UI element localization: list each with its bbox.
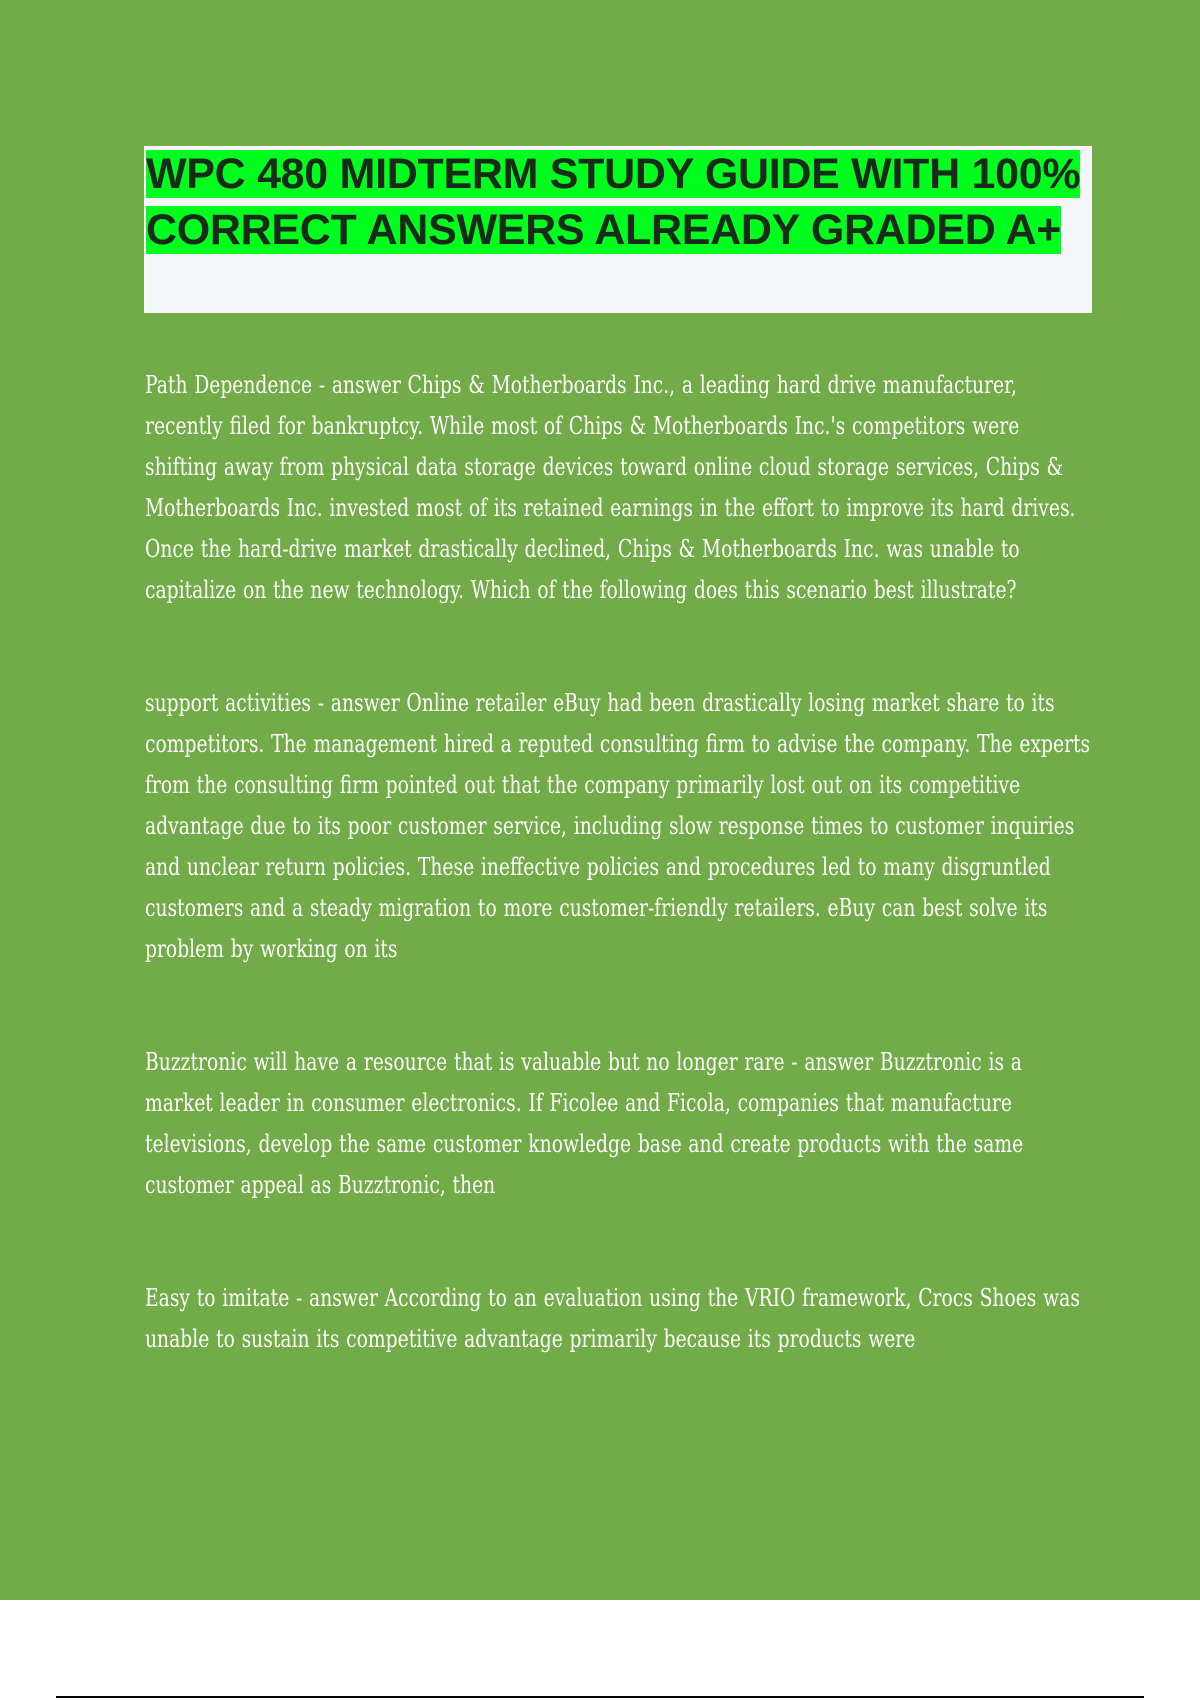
footer-rule [56,1696,1144,1698]
study-entry-easy-to-imitate: Easy to imitate - answer According to an evaluation using the VRIO framework, Crocs Shoes was unable to sustain its competitive advantage primarily because its products were [145,1284,1080,1353]
study-entries [145,365,1091,1432]
study-entry-path-dependence: Path Dependence - answer Chips & Motherboards Inc., a leading hard drive manufacturer, recently filed for bankruptcy. While most of Chips & Motherboards Inc.'s competitors were shifting away from physical data storage devices toward online cloud storage services, Chips & Motherboards Inc. invested most of its retained earnings in the effort to improve its hard drives. Once the hard-drive market drastically declined, Chips & Motherboards Inc. was unable to capitalize on the new technology. Which of the following does this scenario best illustrate? [145,371,1076,604]
study-entry-support-activities: support activities - answer Online retailer eBuy had been drastically losing market share to its competitors. The management hired a reputed consulting firm to advise the company. The experts from the consulting firm pointed out that the company primarily lost out on its competitive advantage due to its poor customer service, including slow response times to customer inquiries and unclear return policies. These ineffective policies and procedures led to many disgruntled customers and a steady migration to more customer-friendly retailers. eBuy can best solve its problem by working on its [145,689,1091,963]
title-highlight: WPC 480 MIDTERM STUDY GUIDE WITH 100% CORRECT ANSWERS ALREADY GRADED A+ [146,150,1081,254]
study-entry-buzztronic: Buzztronic will have a resource that is valuable but no longer rare - answer Buzztronic is a market leader in consumer electronics. If Ficolee and Ficola, companies that manufacture televisions, develop the same customer knowledge base and create products with the same customer appeal as Buzztronic, then [145,1048,1024,1199]
page-title [146,146,1092,258]
title-box [144,146,1092,313]
